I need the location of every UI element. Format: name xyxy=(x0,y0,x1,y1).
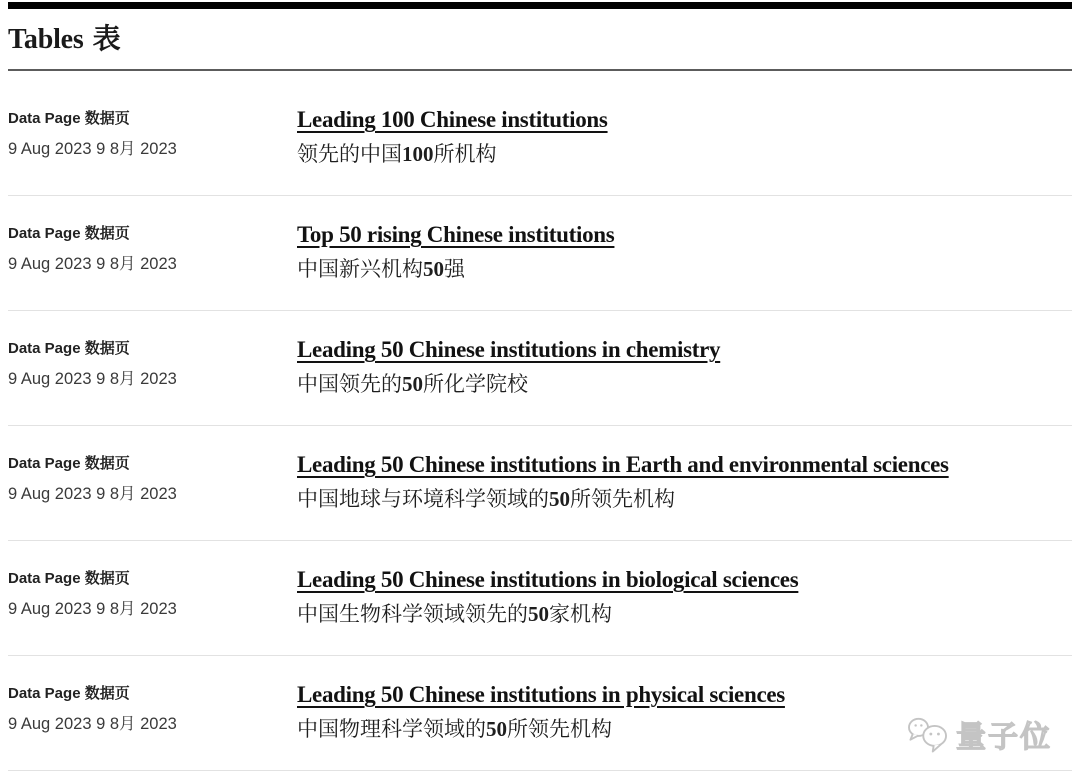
row-date: 9 Aug 2023 9 8月 2023 xyxy=(8,255,177,273)
row-date: 9 Aug 2023 9 8月 2023 xyxy=(8,600,177,618)
table-subtitle xyxy=(297,484,1072,514)
page-title-en: Tables xyxy=(8,24,84,55)
subtitle-pre: 领先的中国 xyxy=(297,142,402,166)
table-subtitle xyxy=(297,254,1072,284)
row-main xyxy=(297,566,1072,629)
row-meta xyxy=(8,221,297,275)
subtitle-number: 50 xyxy=(549,487,570,511)
subtitle-pre: 中国新兴机构 xyxy=(297,257,423,281)
row-main xyxy=(297,336,1072,399)
table-link[interactable]: Leading 100 Chinese institutions xyxy=(297,107,608,132)
watermark-text: 量子位 xyxy=(956,721,1052,754)
table-link[interactable]: Leading 50 Chinese institutions in biological sciences xyxy=(297,567,799,592)
page-title-zh: 表 xyxy=(92,24,121,55)
subtitle-pre: 中国领先的 xyxy=(297,372,402,396)
table-subtitle xyxy=(297,139,1072,169)
subtitle-post: 所化学院校 xyxy=(423,372,528,396)
row-type-label: Data Page 数据页 xyxy=(8,570,130,587)
table-row xyxy=(8,311,1072,426)
subtitle-number: 50 xyxy=(423,257,444,281)
subtitle-pre: 中国生物科学领域领先的 xyxy=(297,602,528,626)
row-meta xyxy=(8,681,297,735)
qbitai-logo-icon xyxy=(906,715,950,753)
table-subtitle xyxy=(297,599,1072,629)
rows-spacer xyxy=(8,71,1072,81)
table-row xyxy=(8,541,1072,656)
table-link[interactable]: Leading 50 Chinese institutions in chemistry xyxy=(297,337,721,362)
row-type-label: Data Page 数据页 xyxy=(8,685,130,702)
watermark xyxy=(906,712,1052,756)
subtitle-post: 所机构 xyxy=(433,142,497,166)
top-black-bar xyxy=(8,2,1072,9)
row-main xyxy=(297,451,1072,514)
row-date: 9 Aug 2023 9 8月 2023 xyxy=(8,715,177,733)
subtitle-number: 50 xyxy=(402,372,423,396)
row-main xyxy=(297,106,1072,169)
page-title xyxy=(8,23,1072,57)
subtitle-number: 50 xyxy=(528,602,549,626)
row-type-label: Data Page 数据页 xyxy=(8,455,130,472)
row-meta xyxy=(8,451,297,505)
table-link[interactable]: Leading 50 Chinese institutions in Earth and environmental sciences xyxy=(297,452,949,477)
subtitle-post: 所领先机构 xyxy=(507,717,612,741)
table-subtitle xyxy=(297,369,1072,399)
table-row xyxy=(8,426,1072,541)
subtitle-post: 强 xyxy=(444,257,465,281)
row-meta xyxy=(8,566,297,620)
table-link[interactable]: Top 50 rising Chinese institutions xyxy=(297,222,615,247)
row-type-label: Data Page 数据页 xyxy=(8,110,130,127)
row-date: 9 Aug 2023 9 8月 2023 xyxy=(8,370,177,388)
subtitle-number: 50 xyxy=(486,717,507,741)
row-main xyxy=(297,221,1072,284)
table-link[interactable]: Leading 50 Chinese institutions in physical sciences xyxy=(297,682,785,707)
subtitle-pre: 中国物理科学领域的 xyxy=(297,717,486,741)
row-date: 9 Aug 2023 9 8月 2023 xyxy=(8,140,177,158)
row-type-label: Data Page 数据页 xyxy=(8,340,130,357)
row-meta xyxy=(8,336,297,390)
row-meta xyxy=(8,106,297,160)
subtitle-post: 所领先机构 xyxy=(570,487,675,511)
subtitle-pre: 中国地球与环境科学领域的 xyxy=(297,487,549,511)
row-type-label: Data Page 数据页 xyxy=(8,225,130,242)
subtitle-number: 100 xyxy=(402,142,434,166)
table-row xyxy=(8,81,1072,196)
row-date: 9 Aug 2023 9 8月 2023 xyxy=(8,485,177,503)
subtitle-post: 家机构 xyxy=(549,602,612,626)
table-row xyxy=(8,196,1072,311)
